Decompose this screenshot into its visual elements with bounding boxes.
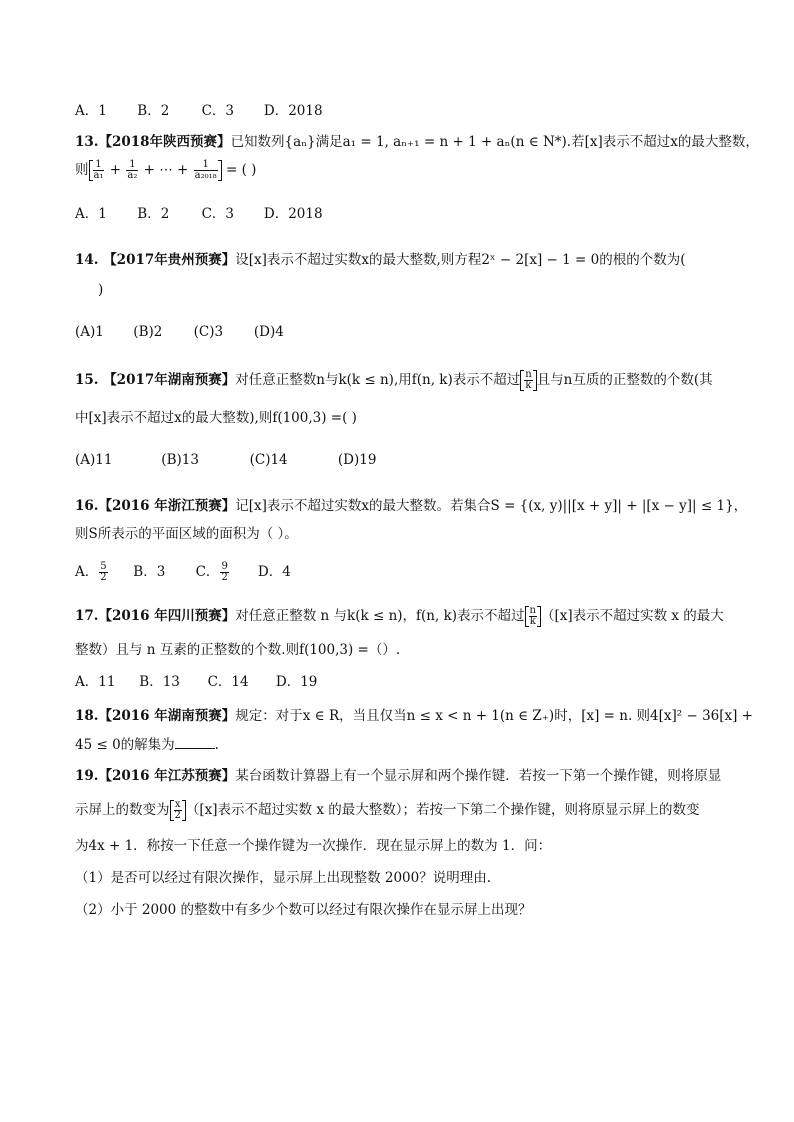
q12-option-c: C．3 [201,103,235,119]
q13-text2a: 则 [75,162,89,178]
q16-frac-a: $\frac{5}{2}$ [100,561,107,583]
q13-option-d: D．2018 [263,206,323,222]
q15-option-d: (D)19 [337,452,377,468]
q16-text1: 记[x]表示不超过实数x的最大整数。若集合S = {(x, y)||[x + y]| + |[x − y]| ≤ 1}， [235,498,748,514]
q14-option-b: (B)2 [133,324,163,340]
q19-text3: 为4x + 1．称按一下任意一个操作键为一次操作．现在显示屏上的数为 1．问： [75,838,552,854]
q14-option-c: (C)3 [193,324,224,340]
q15-head: 15. 【2017年湖南预赛】 [75,372,236,388]
q16-line1 [75,496,747,516]
q17-text1a: 对任意正整数 n 与k(k ≤ n)，f(n, k)表示不超过 [235,608,525,624]
q19-floor-bracket [170,800,186,821]
q13-option-a: A．1 [75,206,107,222]
q12-option-b: B．2 [137,103,170,119]
q16-option-b: B．3 [133,564,166,580]
q13-frac-2: $\frac{1}{\text{a₂}}$ [127,159,138,181]
q16-frac-c: $\frac{9}{2}$ [221,561,228,583]
q17-option-c: C．14 [207,674,249,690]
q19-line1 [75,766,721,786]
q14-head: 14. 【2017年贵州预赛】 [75,252,236,268]
q16-option-c: C． $\frac{9}{2}$ [195,561,228,583]
q19-sub1: （1）是否可以经过有限次操作，显示屏上出现整数 2000？说明理由. [75,870,492,886]
q15-floor-bracket [520,370,536,391]
q13-frac-3: $\frac{1}{\text{a₂₀₁₈}}$ [194,159,217,181]
q12-option-d: D．2018 [263,103,323,119]
q19-text1: 某台函数计算器上有一个显示屏和两个操作键．若按一下第一个操作键，则将原显 [235,768,722,784]
q18-text1: 规定：对于x ∈ R，当且仅当n ≤ x < n + 1(n ∈ Z₊)时，[x] = n. 则4[x]² − 36[x] + [235,708,753,724]
q18-line1 [75,706,753,726]
q17-option-a: A．11 [75,674,116,690]
q15-text2: 中[x]表示不超过x的最大整数),则f(100,3) =( ) [75,410,357,426]
q15-text1a: 对任意正整数n与k(k ≤ n),用f(n, k)表示不超过 [235,372,521,388]
q14-close: ) [98,282,104,298]
q16-text2: 则S所表示的平面区域的面积为（ ）。 [75,526,298,542]
q16-options [75,562,291,583]
q15-line1 [75,370,713,391]
q13-frac-1: $\frac{1}{\text{a₁}}$ [93,159,104,181]
q13-option-b: B．2 [137,206,170,222]
q16-head: 16.【2016 年浙江预赛】 [75,498,236,514]
q18-text2b: . [214,737,219,753]
q15-options [75,450,376,470]
q13-options [75,204,323,224]
q19-sub2: （2）小于 2000 的整数中有多少个数可以经过有限次操作在显示屏上出现？ [75,902,532,918]
q15-frac: $\frac{n}{k}$ [525,369,532,391]
q13-line2 [75,160,256,181]
q13-line1 [75,132,759,152]
q12-option-a: A．1 [75,103,107,119]
q18-head: 18.【2016 年湖南预赛】 [75,708,236,724]
q14-option-a: (A)1 [75,324,104,340]
q19-head: 19.【2016 年江苏预赛】 [75,768,236,784]
q16-option-d: D．4 [257,564,291,580]
q19-frac: $\frac{x}{2}$ [174,799,181,821]
q19-text2a: 示屏上的数变为 [75,802,170,818]
q18-answer-blank [175,734,215,749]
q17-option-b: B．13 [139,674,180,690]
q15-text1b: 且与n互质的正整数的个数(其 [536,372,713,388]
q13-text2b: = ( ) [221,162,257,178]
q17-options [75,672,317,692]
q17-option-d: D．19 [275,674,318,690]
q16-option-a: A． $\frac{5}{2}$ [75,561,107,583]
q18-text2a: 45 ≤ 0的解集为 [75,737,175,753]
q13-floor-bracket: $\frac{1}{\text{a₁}}$ + $\frac{1}{\text{a₂}}$ + ⋯ + $\frac{1}{\text{a₂₀₁₈}}$ [89,160,222,181]
q14-text: 设[x]表示不超过实数x的最大整数,则方程2ˣ − 2[x] − 1 = 0的根的个数为( [235,252,686,268]
q13-text1: 已知数列{aₙ}满足a₁ = 1, aₙ₊₁ = n + 1 + aₙ(n ∈ N*).若[x]表示不超过x的最大整数， [230,134,759,150]
q14-options [75,322,284,342]
q15-option-c: (C)14 [249,452,288,468]
q18-line2 [75,734,219,755]
q14-option-d: (D)4 [253,324,284,340]
q17-text1b: （[x]表示不超过实数 x 的最大 [540,608,724,624]
q17-line1 [75,606,724,627]
q19-text2b: （[x]表示不超过实数 x 的最大整数）；若按一下第二个操作键，则将原显示屏上的数变 [185,802,700,818]
q13-head: 13.【2018年陕西预赛】 [75,134,231,150]
q14-line1 [75,250,686,270]
q15-option-b: (B)13 [161,452,199,468]
q17-head: 17.【2016 年四川预赛】 [75,608,236,624]
q15-option-a: (A)11 [75,452,113,468]
q17-floor-bracket [525,606,541,627]
q19-line2 [75,800,699,821]
q17-text2: 整数）且与 n 互素的正整数的个数.则f(100,3) =（）. [75,642,401,658]
q12-options [75,101,323,121]
q13-option-c: C．3 [201,206,235,222]
q17-frac: $\frac{n}{k}$ [529,605,536,627]
